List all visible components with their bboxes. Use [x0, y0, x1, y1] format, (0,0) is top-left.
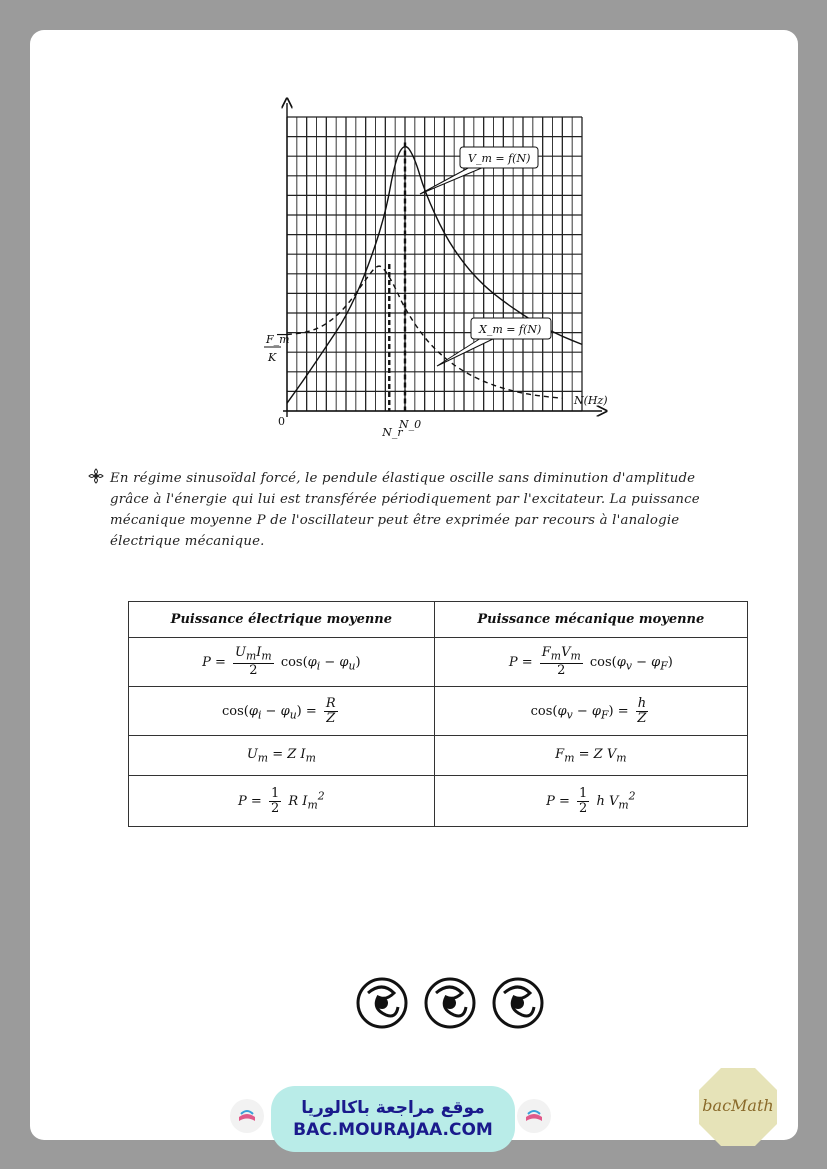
book-logo-icon — [517, 1099, 551, 1133]
velocity-callout-text: V_m = f(N) — [468, 152, 531, 165]
table-header-electric: Puissance électrique moyenne — [129, 602, 435, 638]
table-row — [129, 638, 748, 687]
brand-text: bacMath — [702, 1096, 774, 1115]
elongation-callout-text: X_m = f(N) — [479, 323, 542, 336]
formula-electric-joule: P = $\frac{1}{2}$ R $I_m^2$ — [129, 776, 435, 827]
ornament-icon — [424, 975, 476, 1031]
resonance-chart — [0, 0, 827, 460]
ornament-row — [356, 975, 546, 1031]
N0-tick-label: N_0 — [399, 418, 422, 431]
formula-electric-impedance: $U_m = Z$ $I_m$ — [129, 736, 435, 776]
site-arabic-title: موقع مراجعة باكالوريا — [301, 1098, 485, 1118]
book-logo-icon — [230, 1099, 264, 1133]
flower-bullet-icon — [88, 468, 104, 484]
Fm-label: F_m — [266, 333, 290, 346]
ornament-icon — [356, 975, 408, 1031]
site-banner[interactable] — [271, 1086, 515, 1152]
formula-mechanical-impedance: $F_m = Z$ $V_m$ — [434, 736, 747, 776]
velocity-callout-pointer — [420, 167, 484, 194]
site-url-link[interactable]: BAC.MOURAJAA.COM — [293, 1120, 493, 1140]
Nr-tick-label: N_r — [382, 426, 403, 439]
table-header-mechanical: Puissance mécanique moyenne — [434, 602, 747, 638]
brand-badge — [697, 1066, 779, 1148]
table-row — [129, 736, 748, 776]
chart-series — [277, 142, 582, 411]
analogy-table — [128, 601, 748, 827]
formula-mechanical-cos: $\cos(\varphi_v - \varphi_F)$ = $\frac{h}{Z}$ — [434, 687, 747, 736]
paragraph-line-4: électrique mécanique. — [110, 534, 265, 549]
formula-electric-power: P = $\frac{U_mI_m}{2}$ $\cos(\varphi_i - \varphi_u)$ — [129, 638, 435, 687]
ornament-icon — [492, 975, 544, 1031]
table-row — [129, 776, 748, 827]
formula-mechanical-friction: P = $\frac{1}{2}$ h $V_m^2$ — [434, 776, 747, 827]
chart-axes — [283, 103, 602, 417]
paragraph-line-3: mécanique moyenne P de l'oscillateur peut être exprimée par recours à l'analogie — [110, 513, 680, 528]
x-axis-label: N(Hz) — [574, 394, 608, 407]
paragraph-line — [88, 468, 763, 489]
table-row — [129, 687, 748, 736]
paragraph-line-2: grâce à l'énergie qui lui est transférée périodiquement par l'excitateur. La puissance — [110, 492, 700, 507]
formula-electric-cos: $\cos(\varphi_i - \varphi_u)$ = $\frac{R}{Z}$ — [129, 687, 435, 736]
formula-mechanical-power: P = $\frac{F_mV_m}{2}$ $\cos(\varphi_v - \varphi_F)$ — [434, 638, 747, 687]
explanation-paragraph — [88, 468, 763, 552]
origin-label: 0 — [278, 415, 285, 428]
K-label: K — [268, 351, 277, 364]
paragraph-line-1: En régime sinusoïdal forcé, le pendule élastique oscille sans diminution d'amplitude — [110, 471, 696, 486]
